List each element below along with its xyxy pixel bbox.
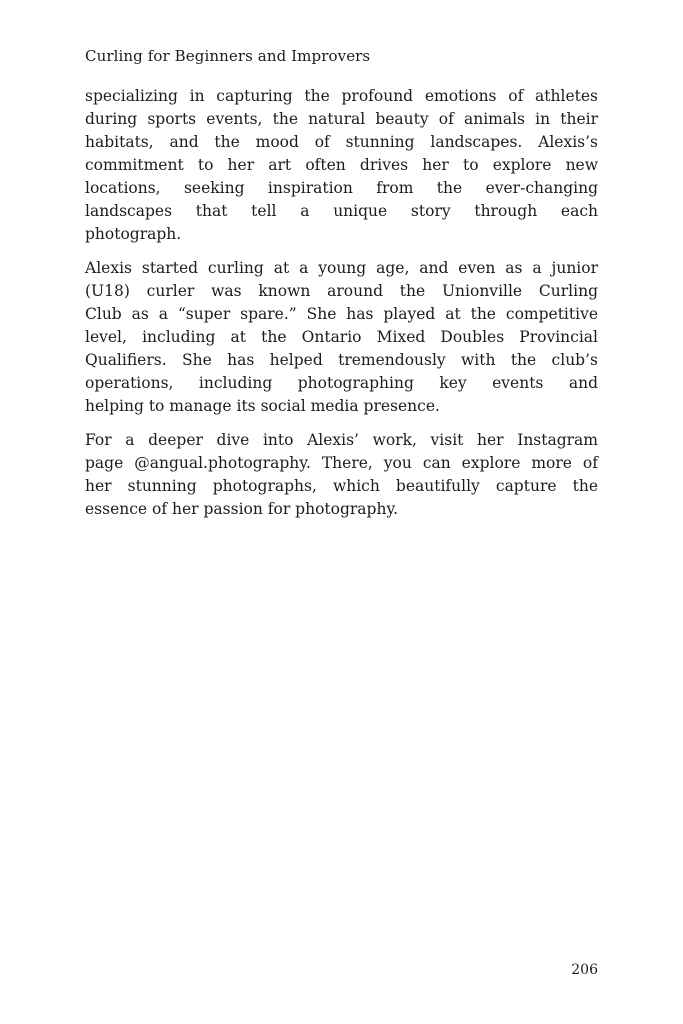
text-line: during sports events, the natural beauty of animals in their <box>85 110 598 128</box>
text-line: (U18) curler was known around the Unionville Curling <box>85 282 598 300</box>
paragraph <box>85 429 598 521</box>
text-line: essence of her passion for photography. <box>85 500 399 518</box>
paragraph <box>85 257 598 418</box>
running-header: Curling for Beginners and Improvers <box>85 47 371 65</box>
text-line: page @angual.photography. There, you can explore more of <box>85 454 598 472</box>
text-line: commitment to her art often drives her to explore new <box>85 156 598 174</box>
text-line: helping to manage its social media presence. <box>85 397 440 415</box>
text-line: operations, including photographing key events and <box>85 374 598 392</box>
paragraph <box>85 85 598 246</box>
page-number: 206 <box>571 962 598 978</box>
text-line: Club as a “super spare.” She has played at the competitive <box>85 305 598 323</box>
text-line: Alexis started curling at a young age, and even as a junior <box>85 259 598 277</box>
text-line: photograph. <box>85 225 182 243</box>
text-line: landscapes that tell a unique story through each <box>85 202 598 220</box>
text-line: level, including at the Ontario Mixed Doubles Provincial <box>85 328 598 346</box>
text-line: habitats, and the mood of stunning landscapes. Alexis’s <box>85 133 598 151</box>
body-text <box>85 85 598 532</box>
text-line: specializing in capturing the profound emotions of athletes <box>85 87 598 105</box>
text-line: For a deeper dive into Alexis’ work, visit her Instagram <box>85 431 598 449</box>
text-line: locations, seeking inspiration from the ever-changing <box>85 179 598 197</box>
text-line: Qualifiers. She has helped tremendously with the club’s <box>85 351 598 369</box>
text-line: her stunning photographs, which beautifully capture the <box>85 477 598 495</box>
